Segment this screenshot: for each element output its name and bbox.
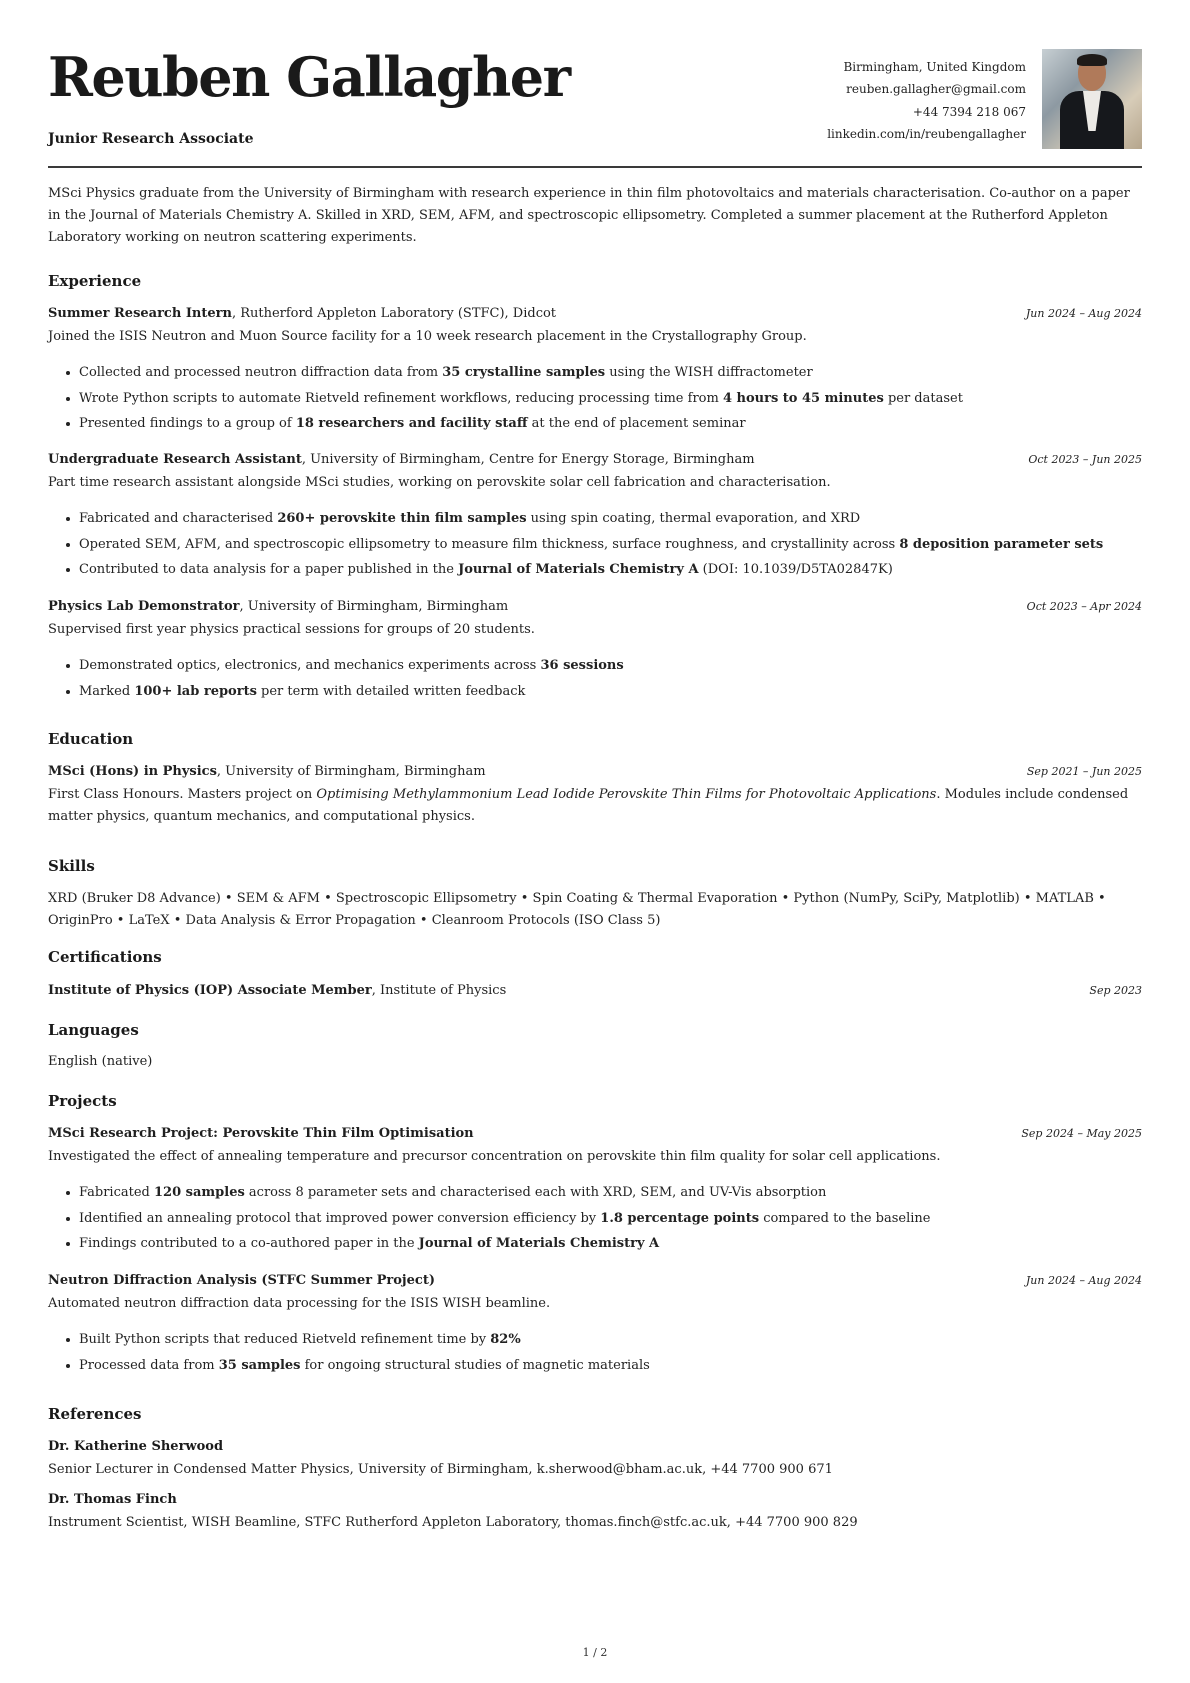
bullet-item: Fabricated and characterised 260+ perovskite thin film samples using spin coating, thermal evaporation, and XRD <box>48 510 1103 536</box>
experience-entry-header <box>48 305 1142 323</box>
experience-bullets <box>48 657 624 708</box>
header-divider <box>48 166 1142 168</box>
project-description: Automated neutron diffraction data processing for the ISIS WISH beamline. <box>48 1296 551 1311</box>
profile-photo <box>1042 49 1142 149</box>
education-degree: MSci (Hons) in Physics <box>48 764 217 779</box>
section-heading-projects: Projects <box>48 1092 117 1110</box>
bullet-item: Findings contributed to a co-authored paper in the Journal of Materials Chemistry A <box>48 1235 931 1261</box>
summary-text: MSci Physics graduate from the University of Birmingham with research experience in thin film photovoltaics and materials characterisation. Co-author on a paper in the Journal of Materials Chemistry A. Skilled in XRD, SEM, AFM, and spectroscopic ellipsometry. Completed a summer placement at the Rutherford Appleton Laboratory working on neutron scattering experiments. <box>48 186 1130 245</box>
experience-description: Supervised first year physics practical sessions for groups of 20 students. <box>48 622 535 637</box>
bullet-item: Presented findings to a group of 18 researchers and facility staff at the end of placement seminar <box>48 415 963 441</box>
bullet-item: Operated SEM, AFM, and spectroscopic ellipsometry to measure film thickness, surface roughness, and crystallinity across 8 deposition parameter sets <box>48 536 1103 562</box>
bullet-item: Processed data from 35 samples for ongoing structural studies of magnetic materials <box>48 1357 650 1383</box>
project-entry-header <box>48 1125 1142 1143</box>
resume-page <box>48 0 1142 1530</box>
experience-bullets <box>48 364 963 441</box>
education-description: First Class Honours. Masters project on Optimising Methylammonium Lead Iodide Perovskite Thin Films for Photovoltaic Applications. Modules include condensed matter physics, quantum mechanics, and computational physics. <box>48 787 1129 824</box>
languages-list: English (native) <box>48 1054 153 1069</box>
certification-issuer: , Institute of Physics <box>371 983 507 998</box>
certification-name: Institute of Physics (IOP) Associate Member <box>48 983 372 998</box>
education-date: Sep 2021 – Jun 2025 <box>1026 765 1142 778</box>
project-title: MSci Research Project: Perovskite Thin Film Optimisation <box>48 1126 474 1141</box>
reference-details: Senior Lecturer in Condensed Matter Physics, University of Birmingham, k.sherwood@bham.ac.uk, +44 7700 900 671 <box>48 1462 833 1477</box>
skills-list: XRD (Bruker D8 Advance) • SEM & AFM • Spectroscopic Ellipsometry • Spin Coating & Thermal Evaporation • Python (NumPy, SciPy, Matplotlib) • MATLAB • OriginPro • LaTeX • Data Analysis & Error Propagation • Cleanroom Protocols (ISO Class 5) <box>48 891 1106 928</box>
photo-figure-hair <box>1077 54 1107 66</box>
experience-bullets <box>48 510 1103 587</box>
project-title: Neutron Diffraction Analysis (STFC Summer Project) <box>48 1273 435 1288</box>
project-bullets <box>48 1331 650 1382</box>
experience-entry-header <box>48 451 1142 469</box>
bullet-item: Demonstrated optics, electronics, and mechanics experiments across 36 sessions <box>48 657 624 683</box>
certification-date: Sep 2023 <box>1089 984 1142 997</box>
education-org: , University of Birmingham, Birmingham <box>216 764 486 779</box>
experience-org: , University of Birmingham, Birmingham <box>239 599 509 614</box>
section-heading-languages: Languages <box>48 1021 139 1039</box>
experience-date: Oct 2023 – Apr 2024 <box>1026 600 1142 613</box>
experience-description: Part time research assistant alongside MSci studies, working on perovskite solar cell fabrication and characterisation. <box>48 475 831 490</box>
contact-phone: +44 7394 218 067 <box>912 104 1026 119</box>
experience-role: Physics Lab Demonstrator <box>48 599 240 614</box>
bullet-item: Marked 100+ lab reports per term with detailed written feedback <box>48 683 624 709</box>
bullet-item: Collected and processed neutron diffraction data from 35 crystalline samples using the WISH diffractometer <box>48 364 963 390</box>
reference-name: Dr. Thomas Finch <box>48 1492 177 1507</box>
section-heading-skills: Skills <box>48 857 95 875</box>
reference-name: Dr. Katherine Sherwood <box>48 1439 224 1454</box>
project-date: Jun 2024 – Aug 2024 <box>1025 1274 1142 1287</box>
section-heading-experience: Experience <box>48 272 142 290</box>
bullet-item: Contributed to data analysis for a paper published in the Journal of Materials Chemistry A (DOI: 10.1039/D5TA02847K) <box>48 561 1103 587</box>
reference-details: Instrument Scientist, WISH Beamline, STFC Rutherford Appleton Laboratory, thomas.finch@stfc.ac.uk, +44 7700 900 829 <box>48 1515 858 1530</box>
contact-location: Birmingham, United Kingdom <box>843 60 1026 74</box>
bullet-item: Built Python scripts that reduced Rietveld refinement time by 82% <box>48 1331 650 1357</box>
section-heading-education: Education <box>48 730 134 748</box>
contact-block <box>827 56 1026 145</box>
section-heading-certifications: Certifications <box>48 948 162 966</box>
experience-role: Summer Research Intern <box>48 306 232 321</box>
experience-date: Jun 2024 – Aug 2024 <box>1025 307 1142 320</box>
contact-email[interactable]: reuben.gallagher@gmail.com <box>846 82 1026 97</box>
certification-entry <box>48 982 1142 1000</box>
experience-entry-header <box>48 598 1142 616</box>
project-date: Sep 2024 – May 2025 <box>1021 1127 1142 1140</box>
experience-org: , University of Birmingham, Centre for Energy Storage, Birmingham <box>301 452 755 467</box>
candidate-title: Junior Research Associate <box>48 131 254 147</box>
bullet-item: Wrote Python scripts to automate Rietveld refinement workflows, reducing processing time from 4 hours to 45 minutes per dataset <box>48 390 963 416</box>
section-heading-references: References <box>48 1405 142 1423</box>
contact-linkedin[interactable]: linkedin.com/in/reubengallagher <box>827 126 1026 141</box>
bullet-item: Fabricated 120 samples across 8 parameter sets and characterised each with XRD, SEM, and UV-Vis absorption <box>48 1184 931 1210</box>
project-description: Investigated the effect of annealing temperature and precursor concentration on perovskite thin film quality for solar cell applications. <box>48 1149 941 1164</box>
project-entry-header <box>48 1272 1142 1290</box>
education-entry-header <box>48 763 1142 781</box>
experience-org: , Rutherford Appleton Laboratory (STFC), Didcot <box>231 306 557 321</box>
project-bullets <box>48 1184 931 1261</box>
experience-role: Undergraduate Research Assistant <box>48 452 302 467</box>
candidate-name: Reuben Gallagher <box>48 45 570 109</box>
experience-description: Joined the ISIS Neutron and Muon Source facility for a 10 week research placement in the Crystallography Group. <box>48 329 807 344</box>
experience-date: Oct 2023 – Jun 2025 <box>1028 453 1142 466</box>
page-number: 1 / 2 <box>582 1646 608 1659</box>
resume-header <box>48 0 1142 167</box>
bullet-item: Identified an annealing protocol that improved power conversion efficiency by 1.8 percentage points compared to the baseline <box>48 1210 931 1236</box>
